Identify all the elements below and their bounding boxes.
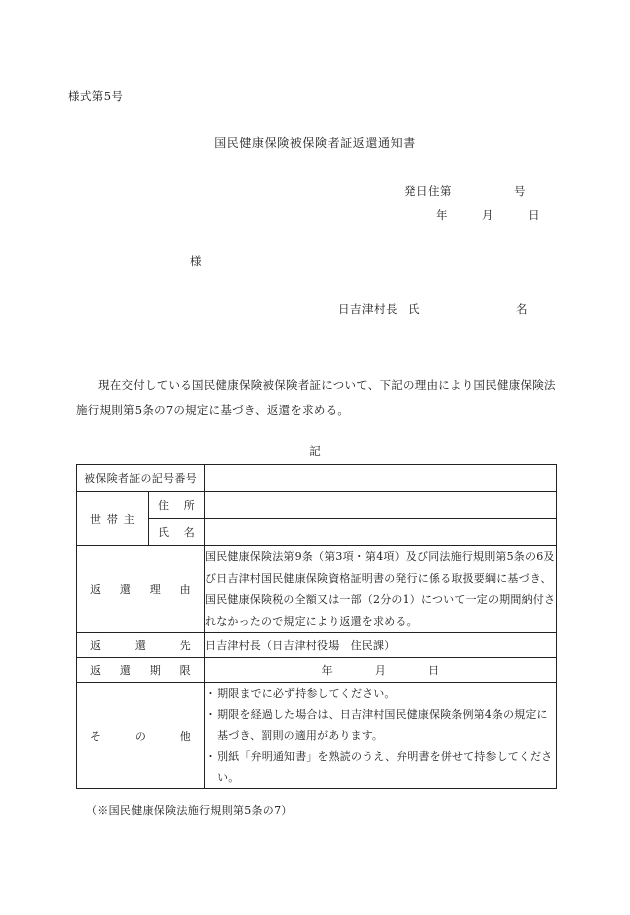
table-row	[77, 546, 557, 633]
value-name[interactable]	[205, 519, 557, 546]
label-address: 住 所	[149, 492, 205, 519]
issue-date-year: 年	[436, 208, 448, 222]
label-return-deadline: 返 還 期 限	[77, 658, 205, 683]
label-name: 氏 名	[149, 519, 205, 546]
table-row	[77, 465, 557, 492]
addressee-honorific: 様	[190, 254, 202, 268]
list-item	[205, 683, 556, 704]
deadline-month: 月	[374, 663, 387, 677]
label-return-reason: 返 還 理 由	[77, 546, 205, 633]
footnote: （※国民健康保険法施行規則第5条の7）	[86, 804, 293, 817]
form-number: 様式第5号	[68, 89, 124, 103]
issue-date-line	[436, 207, 540, 223]
issue-number-suffix: 号	[514, 184, 526, 198]
bullet-icon: ・	[205, 708, 217, 721]
issue-date-day: 日	[528, 208, 540, 222]
value-other-notes[interactable]	[205, 683, 557, 789]
table-row	[77, 683, 557, 789]
signer-line	[338, 301, 528, 317]
note-text: 期限までに必ず持参してください。	[217, 687, 396, 700]
bullet-icon: ・	[205, 750, 217, 763]
table-row	[77, 658, 557, 683]
note-text: 期限を経過した場合は、日吉津村国民健康保険条例第4条の規定に基づき、罰則の適用があります。	[217, 708, 548, 742]
signer-name-label-2: 名	[516, 302, 528, 316]
page-title: 国民健康保険被保険者証返還通知書	[214, 136, 416, 150]
ki-marker: 記	[309, 444, 321, 458]
body-paragraph: 現在交付している国民健康保険被保険者証について、下記の理由により国民健康保険法施行規則第5条の7の規定に基づき、返還を求める。	[76, 378, 556, 417]
issue-number-prefix: 発日住第	[404, 184, 452, 198]
bullet-icon: ・	[205, 687, 217, 700]
issue-date-month: 月	[482, 208, 494, 222]
value-return-deadline[interactable]	[205, 658, 557, 683]
list-item	[205, 746, 556, 788]
value-return-destination[interactable]: 日吉津村長（日吉津村役場 住民課）	[205, 633, 557, 658]
signer-name-label-1: 氏	[408, 302, 420, 316]
label-symbol-number: 被保険者証の記号番号	[77, 465, 205, 492]
issue-number-line	[404, 183, 526, 199]
table-row	[77, 492, 557, 519]
return-notice-table	[76, 464, 557, 789]
table-row	[77, 519, 557, 546]
value-return-reason[interactable]: 国民健康保険法第9条（第3項・第4項）及び同法施行規則第5条の6及び日吉津村国民健康保険資格証明書の発行に係る取扱要綱に基づき、国民健康保険税の全額又は一部（2分の1）について一定の期間納付されなかったので規定により返還を求める。	[205, 546, 557, 633]
label-return-destination: 返 還 先	[77, 633, 205, 658]
label-householder: 世 帯 主	[77, 492, 149, 546]
table-row	[77, 633, 557, 658]
value-symbol-number[interactable]	[205, 465, 557, 492]
list-item	[205, 704, 556, 746]
note-text: 別紙「弁明通知書」を熟読のうえ、弁明書を併せて持参してください。	[217, 750, 553, 784]
deadline-year: 年	[321, 663, 333, 677]
value-address[interactable]	[205, 492, 557, 519]
label-other: そ の 他	[77, 683, 205, 789]
signer-title: 日吉津村長	[338, 302, 398, 316]
deadline-day: 日	[428, 663, 440, 677]
